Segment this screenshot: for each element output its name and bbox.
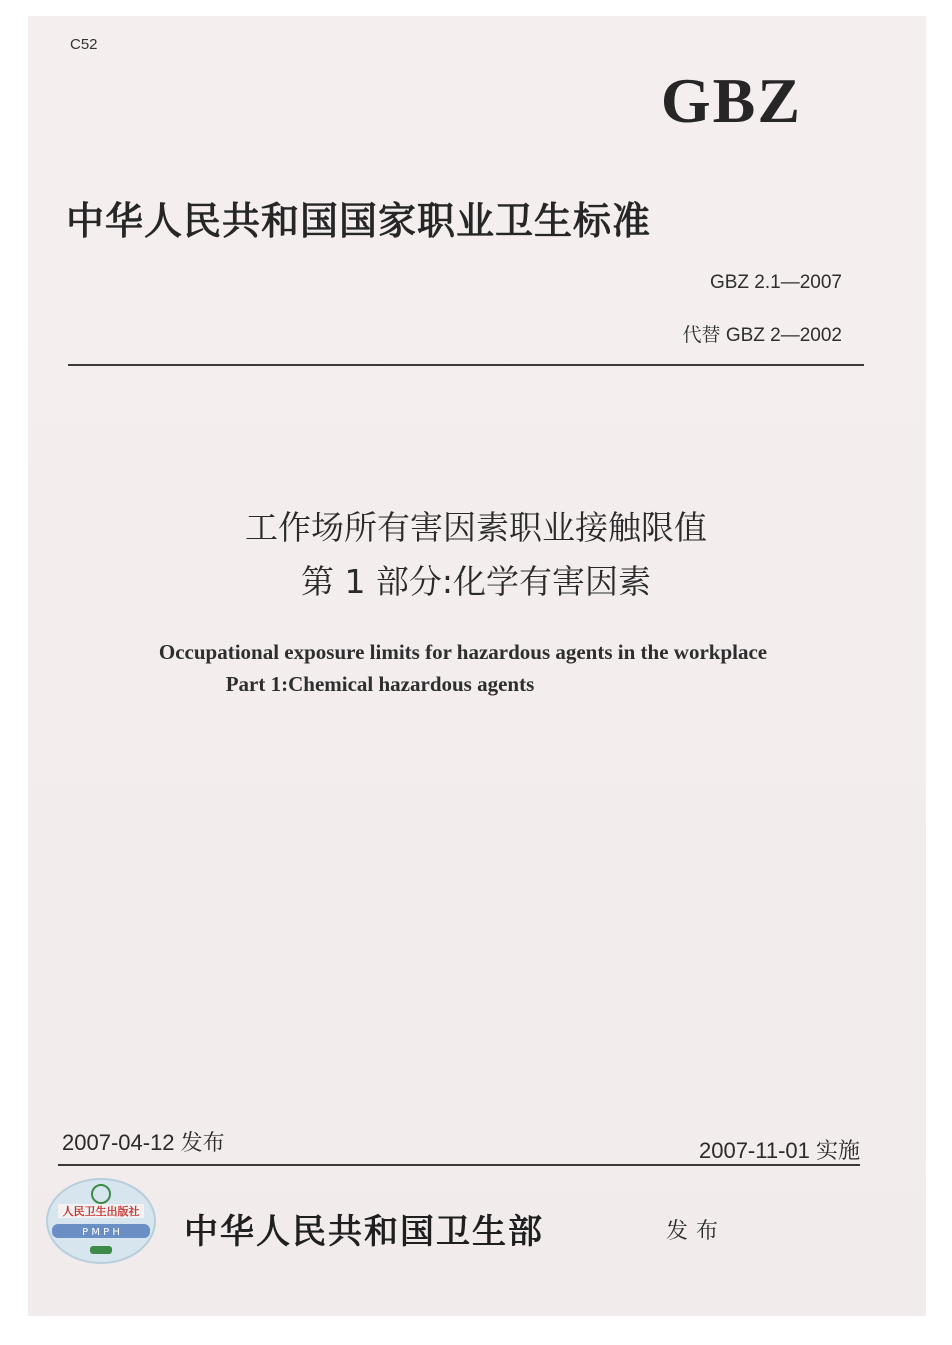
classification-code: C52 xyxy=(70,36,98,53)
title-english-line2: Part 1:Chemical hazardous agents xyxy=(225,672,535,696)
replaced-standard: 代替 GBZ 2—2002 xyxy=(682,325,842,346)
publisher-name-logo-text: 人民卫生出版社 xyxy=(62,1205,140,1218)
implementation-date: 2007-11-01 实施 xyxy=(698,1138,860,1163)
standard-number: GBZ 2.1—2007 xyxy=(709,272,842,293)
issue-label: 发布 xyxy=(666,1219,727,1244)
issuing-authority: 中华人民共和国卫生部 xyxy=(184,1212,544,1252)
publisher-logo-icon xyxy=(44,1176,158,1266)
title-english-line1: Occupational exposure limits for hazardous agents in the workplace xyxy=(158,640,768,664)
standard-prefix-logo: GBZ xyxy=(660,65,802,136)
national-standard-title: 中华人民共和国国家职业卫生标准 xyxy=(66,198,652,243)
title-chinese-line1: 工作场所有害因素职业接触限值 xyxy=(245,508,707,547)
footer-divider xyxy=(58,1164,860,1166)
header-divider xyxy=(68,364,864,366)
title-chinese-line2: 第 1 部分:化学有害因素 xyxy=(300,562,652,601)
publisher-abbr-logo-text: P M P H xyxy=(82,1227,120,1238)
issue-date: 2007-04-12 发布 xyxy=(62,1130,225,1155)
